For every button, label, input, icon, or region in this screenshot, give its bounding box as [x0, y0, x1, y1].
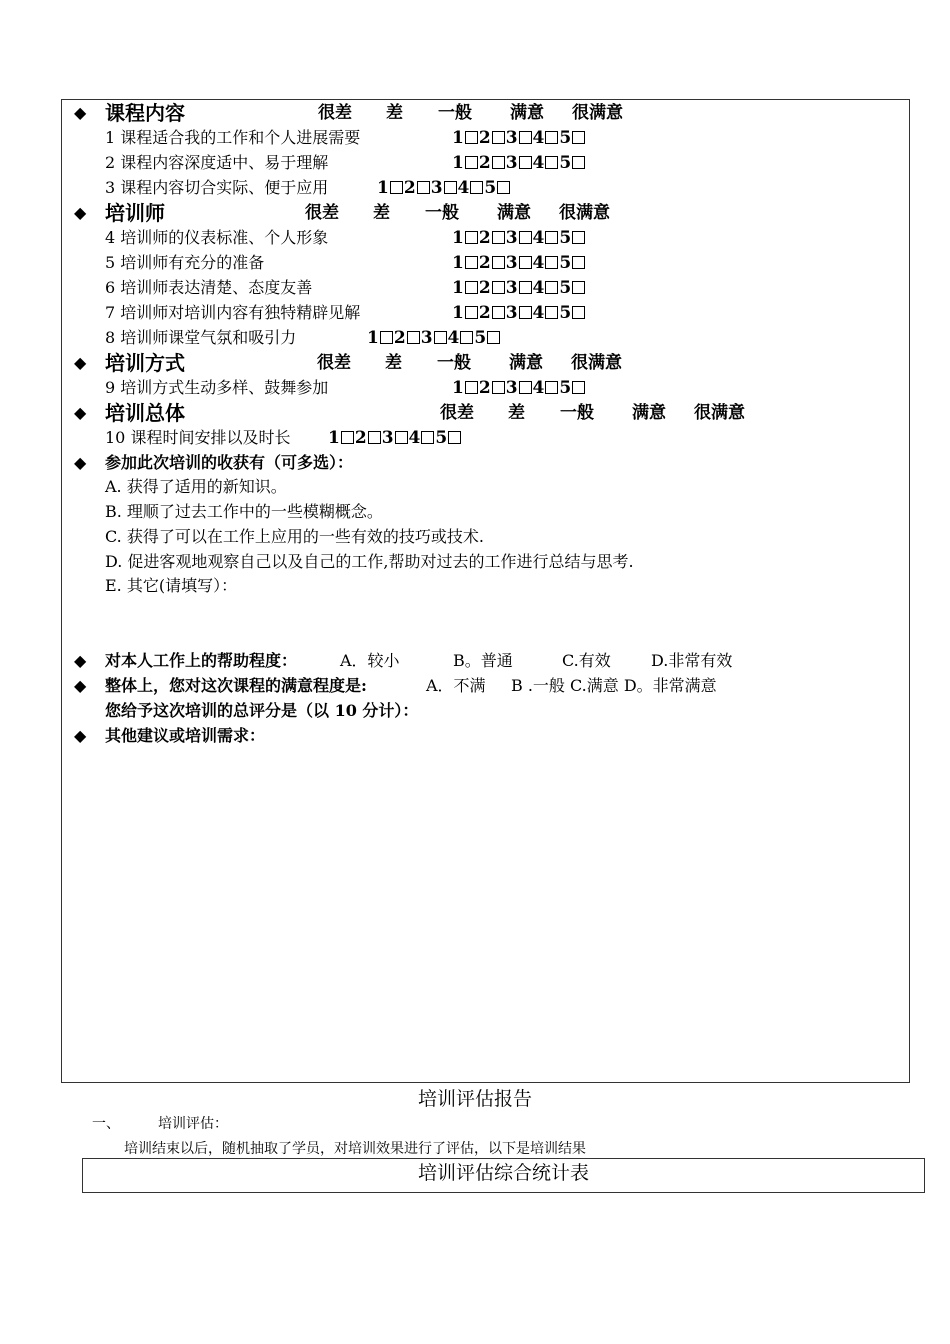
item-label: 8 培训师课堂气氛和吸引力 — [105, 328, 297, 347]
scale-digit: 4 — [532, 128, 545, 148]
stats-table-header — [82, 1158, 925, 1193]
gains-question — [62, 451, 911, 475]
rating-row — [62, 276, 911, 300]
checkbox-icon[interactable] — [545, 306, 558, 319]
rating-header: 很差 — [317, 353, 351, 373]
scale-digit: 5 — [484, 178, 497, 198]
rating-header: 很差 — [305, 203, 339, 223]
rating-header: 满意 — [497, 203, 531, 223]
scale-digit: 3 — [381, 428, 394, 448]
satisfaction-question — [62, 674, 911, 698]
section-header-overall — [62, 401, 911, 425]
scale-digit: 3 — [430, 178, 443, 198]
rating-header: 很满意 — [572, 103, 623, 123]
scale-digit: 4 — [457, 178, 470, 198]
item-label: 3 课程内容切合实际、便于应用 — [105, 178, 329, 197]
scale-digit: 4 — [532, 253, 545, 273]
checkbox-icon[interactable] — [470, 181, 483, 194]
rating-header: 满意 — [509, 353, 543, 373]
section-title: 培训总体 — [105, 401, 185, 425]
score-question — [62, 699, 911, 723]
scale-digit: 2 — [478, 153, 491, 173]
rating-header: 很满意 — [571, 353, 622, 373]
diamond-bullet-icon: ◆ — [74, 103, 87, 122]
checkbox-icon[interactable] — [465, 256, 478, 269]
checkbox-icon[interactable] — [444, 181, 457, 194]
rating-scale[interactable] — [367, 326, 501, 350]
help-option-b[interactable]: B。普通 — [453, 651, 513, 670]
scale-digit: 5 — [474, 328, 487, 348]
gain-option[interactable] — [62, 550, 911, 574]
rating-header: 很差 — [318, 103, 352, 123]
checkbox-icon[interactable] — [519, 381, 532, 394]
checkbox-icon[interactable] — [492, 281, 505, 294]
help-option-c[interactable]: C.有效 — [562, 651, 611, 670]
checkbox-icon[interactable] — [395, 431, 408, 444]
rating-scale[interactable] — [377, 176, 511, 200]
rating-row — [62, 151, 911, 175]
checkbox-icon[interactable] — [545, 281, 558, 294]
item-label: 2 课程内容深度适中、易于理解 — [105, 153, 329, 172]
checkbox-icon[interactable] — [465, 156, 478, 169]
checkbox-icon[interactable] — [572, 281, 585, 294]
help-option-a[interactable]: A．较小 — [340, 651, 400, 670]
scale-digit: 1 — [452, 228, 464, 248]
item-label: 1 课程适合我的工作和个人进展需要 — [105, 128, 361, 147]
item-label: 5 培训师有充分的准备 — [105, 253, 265, 272]
scale-digit: 4 — [532, 378, 545, 398]
suggestions-question — [62, 724, 911, 748]
scale-digit: 5 — [559, 378, 572, 398]
section-header-method — [62, 351, 911, 375]
rating-header: 满意 — [632, 403, 666, 423]
rating-header: 差 — [508, 403, 525, 423]
scale-digit: 2 — [478, 228, 491, 248]
scale-digit: 5 — [559, 228, 572, 248]
checkbox-icon[interactable] — [434, 331, 447, 344]
item-label: 4 培训师的仪表标准、个人形象 — [105, 228, 329, 247]
checkbox-icon[interactable] — [448, 431, 461, 444]
help-question — [62, 649, 911, 673]
scale-digit: 4 — [447, 328, 460, 348]
checkbox-icon[interactable] — [421, 431, 434, 444]
section-title: 培训方式 — [105, 351, 185, 375]
checkbox-icon[interactable] — [572, 306, 585, 319]
rating-header: 很满意 — [559, 203, 610, 223]
checkbox-icon[interactable] — [465, 306, 478, 319]
checkbox-icon[interactable] — [465, 131, 478, 144]
checkbox-icon[interactable] — [519, 281, 532, 294]
checkbox-icon[interactable] — [519, 131, 532, 144]
rating-header: 一般 — [425, 203, 459, 223]
help-label: 对本人工作上的帮助程度： — [105, 651, 298, 670]
scale-digit: 5 — [559, 303, 572, 323]
gain-option-label: A. 获得了适用的新知识。 — [105, 477, 287, 496]
checkbox-icon[interactable] — [545, 231, 558, 244]
scale-digit: 5 — [559, 253, 572, 273]
scale-digit: 2 — [393, 328, 406, 348]
scale-digit: 4 — [532, 303, 545, 323]
checkbox-icon[interactable] — [497, 181, 510, 194]
item-label: 9 培训方式生动多样、鼓舞参加 — [105, 378, 329, 397]
rating-row — [62, 301, 911, 325]
rating-scale[interactable] — [452, 376, 586, 400]
rating-row — [62, 126, 911, 150]
satisfaction-options[interactable]: A．不满 B .一般 C.满意 D。非常满意 — [426, 676, 717, 695]
rating-scale[interactable] — [452, 151, 586, 175]
checkbox-icon[interactable] — [341, 431, 354, 444]
checkbox-icon[interactable] — [492, 231, 505, 244]
section-title: 课程内容 — [105, 101, 185, 125]
scale-digit: 1 — [452, 128, 464, 148]
gain-option-label: D. 促进客观地观察自己以及自己的工作,帮助对过去的工作进行总结与思考. — [105, 552, 634, 571]
gain-option-label: B. 理顺了过去工作中的一些模糊概念。 — [105, 502, 383, 521]
checkbox-icon[interactable] — [545, 256, 558, 269]
gain-option[interactable] — [62, 500, 911, 524]
scale-digit: 3 — [505, 128, 518, 148]
scale-digit: 2 — [478, 253, 491, 273]
gain-option[interactable] — [62, 574, 911, 598]
checkbox-icon[interactable] — [460, 331, 473, 344]
scale-digit: 1 — [452, 253, 464, 273]
checkbox-icon[interactable] — [465, 231, 478, 244]
checkbox-icon[interactable] — [519, 156, 532, 169]
scale-digit: 3 — [505, 378, 518, 398]
checkbox-icon[interactable] — [545, 156, 558, 169]
scale-digit: 2 — [478, 303, 491, 323]
diamond-bullet-icon: ◆ — [74, 203, 87, 222]
report-intro: 培训结束以后，随机抽取了学员，对培训效果进行了评估，以下是培训结果 — [124, 1141, 586, 1157]
item-label: 10 课程时间安排以及时长 — [105, 428, 291, 447]
scale-digit: 3 — [505, 228, 518, 248]
checkbox-icon[interactable] — [407, 331, 420, 344]
scale-digit: 1 — [452, 378, 464, 398]
scale-digit: 2 — [403, 178, 416, 198]
checkbox-icon[interactable] — [492, 381, 505, 394]
score-label: 您给予这次培训的总评分是（以 10 分计）： — [105, 701, 419, 720]
gain-option[interactable] — [62, 525, 911, 549]
scale-digit: 4 — [532, 278, 545, 298]
scale-digit: 4 — [532, 228, 545, 248]
diamond-bullet-icon: ◆ — [74, 651, 87, 670]
checkbox-icon[interactable] — [492, 306, 505, 319]
scale-digit: 3 — [505, 153, 518, 173]
scale-digit: 3 — [420, 328, 433, 348]
scale-digit: 2 — [354, 428, 367, 448]
checkbox-icon[interactable] — [492, 156, 505, 169]
gain-option-label: E. 其它(请填写）： — [105, 576, 238, 595]
rating-header: 很差 — [440, 403, 474, 423]
rating-scale[interactable] — [452, 251, 586, 275]
scale-digit: 2 — [478, 128, 491, 148]
scale-digit: 1 — [367, 328, 379, 348]
rating-header: 差 — [373, 203, 390, 223]
scale-digit: 3 — [505, 253, 518, 273]
checkbox-icon[interactable] — [390, 181, 403, 194]
report-section-number: 一、 — [92, 1116, 120, 1132]
scale-digit: 5 — [559, 128, 572, 148]
checkbox-icon[interactable] — [572, 156, 585, 169]
satisfaction-label: 整体上，您对这次课程的满意程度是: — [105, 676, 367, 695]
section-title: 培训师 — [105, 201, 165, 225]
checkbox-icon[interactable] — [545, 381, 558, 394]
scale-digit: 1 — [328, 428, 340, 448]
help-option-d[interactable]: D.非常有效 — [651, 651, 733, 670]
checkbox-icon[interactable] — [368, 431, 381, 444]
checkbox-icon[interactable] — [492, 256, 505, 269]
rating-row — [62, 226, 911, 250]
checkbox-icon[interactable] — [572, 231, 585, 244]
gain-option[interactable] — [62, 475, 911, 499]
scale-digit: 1 — [452, 153, 464, 173]
scale-digit: 3 — [505, 303, 518, 323]
rating-header: 很满意 — [694, 403, 745, 423]
checkbox-icon[interactable] — [465, 381, 478, 394]
rating-row — [62, 376, 911, 400]
gains-title: 参加此次培训的收获有（可多选）： — [105, 453, 354, 472]
section-header-course-content — [62, 101, 911, 125]
checkbox-icon[interactable] — [465, 281, 478, 294]
report-title: 培训评估报告 — [417, 1088, 532, 1110]
suggestions-label: 其他建议或培训需求： — [105, 726, 266, 745]
rating-row — [62, 176, 911, 200]
checkbox-icon[interactable] — [487, 331, 500, 344]
evaluation-form-frame — [61, 99, 910, 1083]
rating-scale[interactable] — [452, 301, 586, 325]
rating-row — [62, 251, 911, 275]
checkbox-icon[interactable] — [519, 231, 532, 244]
checkbox-icon[interactable] — [572, 256, 585, 269]
rating-scale[interactable] — [328, 426, 462, 450]
scale-digit: 1 — [452, 303, 464, 323]
rating-row — [62, 326, 911, 350]
rating-header: 差 — [386, 103, 403, 123]
checkbox-icon[interactable] — [380, 331, 393, 344]
section-header-trainer — [62, 201, 911, 225]
scale-digit: 2 — [478, 278, 491, 298]
rating-scale[interactable] — [452, 226, 586, 250]
rating-header: 一般 — [438, 103, 472, 123]
rating-scale[interactable] — [452, 126, 586, 150]
item-label: 6 培训师表达清楚、态度友善 — [105, 278, 313, 297]
checkbox-icon[interactable] — [545, 131, 558, 144]
gain-option-label: C. 获得了可以在工作上应用的一些有效的技巧或技术. — [105, 527, 484, 546]
diamond-bullet-icon: ◆ — [74, 403, 87, 422]
rating-header: 一般 — [437, 353, 471, 373]
scale-digit: 1 — [452, 278, 464, 298]
diamond-bullet-icon: ◆ — [74, 453, 87, 472]
checkbox-icon[interactable] — [519, 256, 532, 269]
checkbox-icon[interactable] — [519, 306, 532, 319]
scale-digit: 4 — [408, 428, 421, 448]
checkbox-icon[interactable] — [492, 131, 505, 144]
rating-scale[interactable] — [452, 276, 586, 300]
diamond-bullet-icon: ◆ — [74, 353, 87, 372]
rating-row — [62, 426, 911, 450]
rating-header: 满意 — [510, 103, 544, 123]
scale-digit: 5 — [435, 428, 448, 448]
scale-digit: 4 — [532, 153, 545, 173]
diamond-bullet-icon: ◆ — [74, 676, 87, 695]
rating-header: 一般 — [560, 403, 594, 423]
checkbox-icon[interactable] — [572, 131, 585, 144]
checkbox-icon[interactable] — [572, 381, 585, 394]
report-section-title: 培训评估： — [158, 1116, 228, 1132]
rating-header: 差 — [385, 353, 402, 373]
scale-digit: 1 — [377, 178, 389, 198]
stats-table-title: 培训评估综合统计表 — [417, 1162, 589, 1184]
scale-digit: 2 — [478, 378, 491, 398]
scale-digit: 5 — [559, 153, 572, 173]
item-label: 7 培训师对培训内容有独特精辟见解 — [105, 303, 361, 322]
checkbox-icon[interactable] — [417, 181, 430, 194]
scale-digit: 3 — [505, 278, 518, 298]
scale-digit: 5 — [559, 278, 572, 298]
diamond-bullet-icon: ◆ — [74, 726, 87, 745]
